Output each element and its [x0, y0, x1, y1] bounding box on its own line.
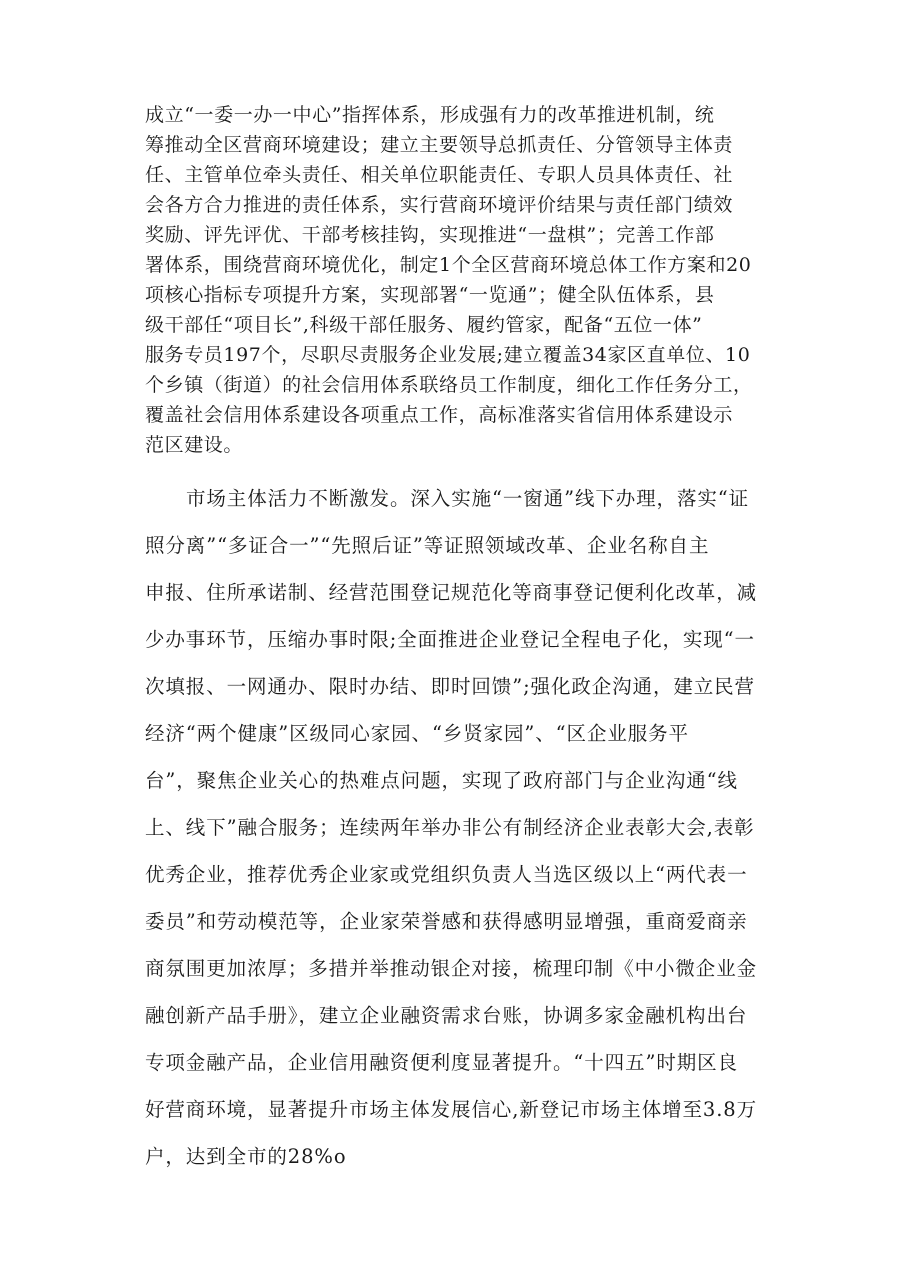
text-line: 上、线下”融合服务；连续两年举办非公有制经济企业表彰大会,表彰: [145, 816, 755, 839]
text-line: 户，达到全市的28%o: [145, 1145, 347, 1168]
text-line: 融创新产品手册》，建立企业融资需求台账，协调多家金融机构出台: [145, 1004, 748, 1027]
text-line: 筹推动全区营商环境建设；建立主要领导总抓责任、分管领导主体责: [145, 134, 734, 156]
text-line: 台”，聚焦企业关心的热难点问题，实现了政府部门与企业沟通“线: [145, 769, 738, 792]
text-line: 个乡镇（街道）的社会信用体系联络员工作制度，细化工作任务分工，: [145, 374, 753, 396]
text-line: 范区建设。: [145, 434, 244, 456]
text-line: 次填报、一网通办、限时办结、即时回馈”;强化政企沟通，建立民营: [145, 675, 755, 698]
text-line: 服务专员197个，尽职尽责服务企业发展;建立覆盖34家区直单位、10: [145, 344, 751, 366]
text-line: 委员”和劳动模范等，企业家荣誉感和获得感明显增强，重商爱商亲: [145, 910, 748, 933]
text-line: 成立“一委一办一中心”指挥体系，形成强有力的改革推进机制，统: [145, 104, 715, 126]
text-line: 署体系，围绕营商环境优化，制定1个全区营商环境总体工作方案和20: [145, 254, 752, 276]
text-line: 任、主管单位牵头责任、相关单位职能责任、专职人员具体责任、社: [145, 164, 734, 186]
text-line: 专项金融产品，企业信用融资便利度显著提升。“十四五”时期区良: [145, 1051, 738, 1074]
text-line: 奖励、评先评优、干部考核挂钩，实现推进“一盘棋”；完善工作部: [145, 224, 715, 246]
text-line: 市场主体活力不断激发。深入实施“一窗通”线下办理，落实“证: [186, 487, 750, 510]
text-line: 项核心指标专项提升方案，实现部署“一览通”；健全队伍体系，县: [145, 284, 715, 306]
text-line: 照分离”“多证合一”“先照后证”等证照领域改革、企业名称自主: [145, 534, 710, 557]
text-line: 经济“两个健康”区级同心家园、“乡贤家园”、“区企业服务平: [145, 722, 689, 745]
text-line: 好营商环境，显著提升市场主体发展信心,新登记市场主体增至3.8万: [145, 1098, 758, 1121]
text-line: 申报、住所承诺制、经营范围登记规范化等商事登记便利化改革，减: [145, 581, 758, 604]
text-line: 级干部任“项目长”,科级干部任服务、履约管家，配备“五位一体”: [145, 314, 703, 336]
text-line: 优秀企业，推荐优秀企业家或党组织负责人当选区级以上“两代表一: [145, 863, 748, 886]
text-line: 少办事环节，压缩办事时限;全面推进企业登记全程电子化，实现“一: [145, 628, 755, 651]
text-line: 覆盖社会信用体系建设各项重点工作，高标准落实省信用体系建设示: [145, 404, 734, 426]
text-line: 会各方合力推进的责任体系，实行营商环境评价结果与责任部门绩效: [145, 194, 734, 216]
text-line: 商氛围更加浓厚；多措并举推动银企对接，梳理印制《中小微企业金: [145, 957, 758, 980]
